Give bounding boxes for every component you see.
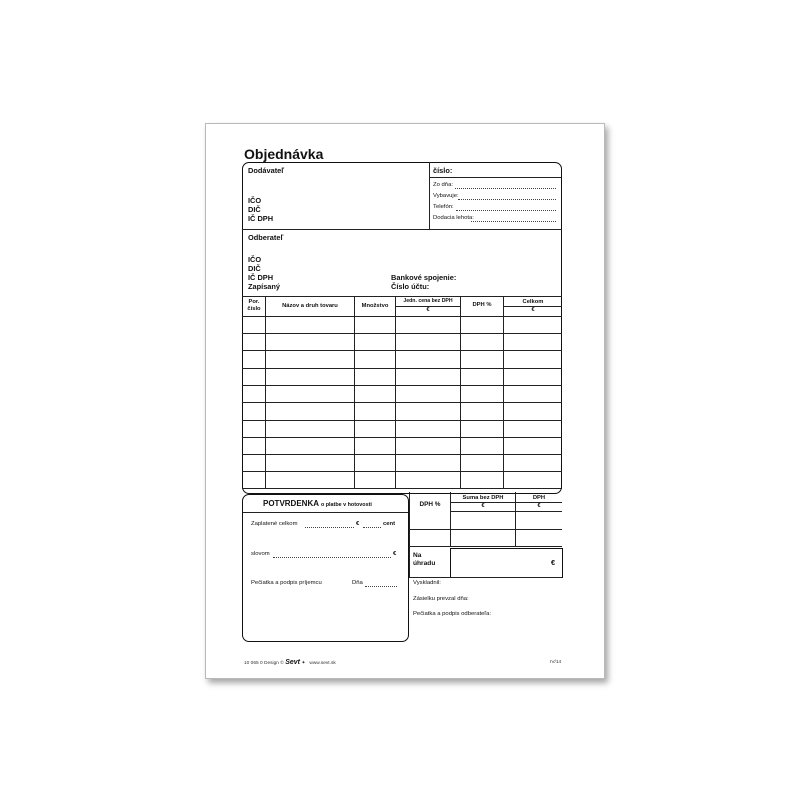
form-version: IV/14 xyxy=(550,660,562,665)
col-vat-header: DPH % xyxy=(472,302,492,308)
col-divider-1 xyxy=(265,296,266,488)
phone-field[interactable] xyxy=(456,210,556,211)
paid-total-label: Zaplatené celkom xyxy=(251,521,298,527)
col-total-currency: € xyxy=(531,307,535,313)
supplier-label: Dodávateľ xyxy=(248,166,285,175)
delivery-deadline-field[interactable] xyxy=(471,221,556,222)
form-footer-left xyxy=(244,659,336,666)
customer-icdph-label: IČ DPH xyxy=(248,273,274,282)
summary-row-line xyxy=(409,529,562,530)
paid-cent-label: cent xyxy=(383,521,396,527)
design-label: Design © xyxy=(264,661,284,666)
form-frame xyxy=(242,162,562,494)
table-bottom-line xyxy=(242,488,562,489)
table-top-line xyxy=(242,296,562,297)
to-pay-bottom-line xyxy=(409,577,562,578)
form-code: 10 065 0 xyxy=(244,661,263,666)
account-label: Číslo účtu: xyxy=(391,282,430,291)
bank-label: Bankové spojenie: xyxy=(391,273,457,282)
supplier-ico-label: IČO xyxy=(248,196,262,205)
col-number-header: Por. číslo xyxy=(247,299,261,312)
table-row-line xyxy=(242,471,562,472)
summary-header-subline xyxy=(450,502,562,503)
customer-registered-label: Zapísaný xyxy=(248,282,281,291)
col-name-header: Názov a druh tovaru xyxy=(282,303,338,309)
in-words-label: slovom xyxy=(251,551,270,557)
col-divider-2 xyxy=(354,296,355,488)
form-title: Objednávka xyxy=(244,146,324,162)
table-row-line xyxy=(242,420,562,421)
receipt-date-label: Dňa xyxy=(352,580,363,586)
unit-price-subline xyxy=(396,306,460,307)
col-divider-5 xyxy=(503,296,504,488)
website-link[interactable]: www.sevt.sk xyxy=(309,661,336,666)
order-number-line xyxy=(429,177,561,178)
supplier-dic-label: DIČ xyxy=(248,205,261,214)
customer-stamp-label: Pečiatka a podpis odberateľa: xyxy=(413,611,492,617)
issued-by-label: Vyskladnil: xyxy=(413,580,441,586)
receipt-title-line xyxy=(263,499,409,508)
paid-cent-field[interactable] xyxy=(363,527,381,528)
summary-header-bottom xyxy=(450,511,562,512)
to-pay-label: Na úhradu xyxy=(413,552,436,567)
receiver-stamp-label: Pečiatka a podpis príjemcu xyxy=(251,580,322,586)
from-date-label: Zo dňa: xyxy=(433,182,453,188)
receipt-date-field[interactable] xyxy=(365,586,397,587)
table-row-line xyxy=(242,333,562,334)
col-unit-price-header: Jedn. cena bez DPH xyxy=(403,298,453,304)
from-date-field[interactable] xyxy=(455,188,556,189)
summary-sum-currency: € xyxy=(481,503,485,509)
in-words-field[interactable] xyxy=(273,557,391,558)
order-form-sheet xyxy=(205,123,605,679)
phone-label: Telefón: xyxy=(433,204,454,210)
handled-by-field[interactable] xyxy=(458,199,556,200)
table-row-line xyxy=(242,350,562,351)
col-qty-header: Množstvo xyxy=(361,303,389,309)
table-row-line xyxy=(242,385,562,386)
customer-dic-label: DIČ xyxy=(248,264,261,273)
brand-logo: Sevt xyxy=(285,659,300,666)
total-subline xyxy=(504,306,562,307)
receipt-subtitle: o platbe v hotovosti xyxy=(320,502,372,508)
summary-dph-currency: € xyxy=(537,503,541,509)
to-pay-box[interactable] xyxy=(450,548,563,578)
col-divider-3 xyxy=(395,296,396,488)
bird-icon: ✦ xyxy=(301,661,306,666)
summary-bottom-line xyxy=(409,546,562,547)
col-divider-4 xyxy=(460,296,461,488)
handled-by-label: Vybavuje: xyxy=(433,193,459,199)
col-unit-price-currency: € xyxy=(426,307,430,313)
col-total-header: Celkom xyxy=(522,299,544,305)
supplier-icdph-label: IČ DPH xyxy=(248,214,274,223)
table-row-line xyxy=(242,368,562,369)
in-words-currency: € xyxy=(393,551,397,557)
customer-label: Odberateľ xyxy=(248,233,284,242)
customer-ico-label: IČO xyxy=(248,255,262,264)
table-row-line xyxy=(242,437,562,438)
summary-dph-header: DPH xyxy=(532,495,546,501)
table-row-line xyxy=(242,454,562,455)
supplier-divider xyxy=(429,162,430,229)
receipt-title-divider xyxy=(243,512,408,513)
receipt-title: POTVRDENKA xyxy=(263,499,319,508)
table-header-bottom xyxy=(242,316,562,317)
summary-sum-header: Suma bez DPH xyxy=(462,495,504,501)
delivery-deadline-label: Dodacia lehota: xyxy=(433,215,474,221)
to-pay-currency: € xyxy=(551,558,556,567)
order-number-label: číslo: xyxy=(433,166,453,175)
paid-total-field[interactable] xyxy=(305,527,354,528)
summary-vat-header: DPH % xyxy=(419,501,441,508)
table-row-line xyxy=(242,402,562,403)
supplier-customer-divider xyxy=(242,229,562,230)
paid-total-currency: € xyxy=(356,521,360,527)
received-on-label: Zásielku prevzal dňa: xyxy=(413,596,469,602)
cash-receipt-box xyxy=(242,494,409,642)
